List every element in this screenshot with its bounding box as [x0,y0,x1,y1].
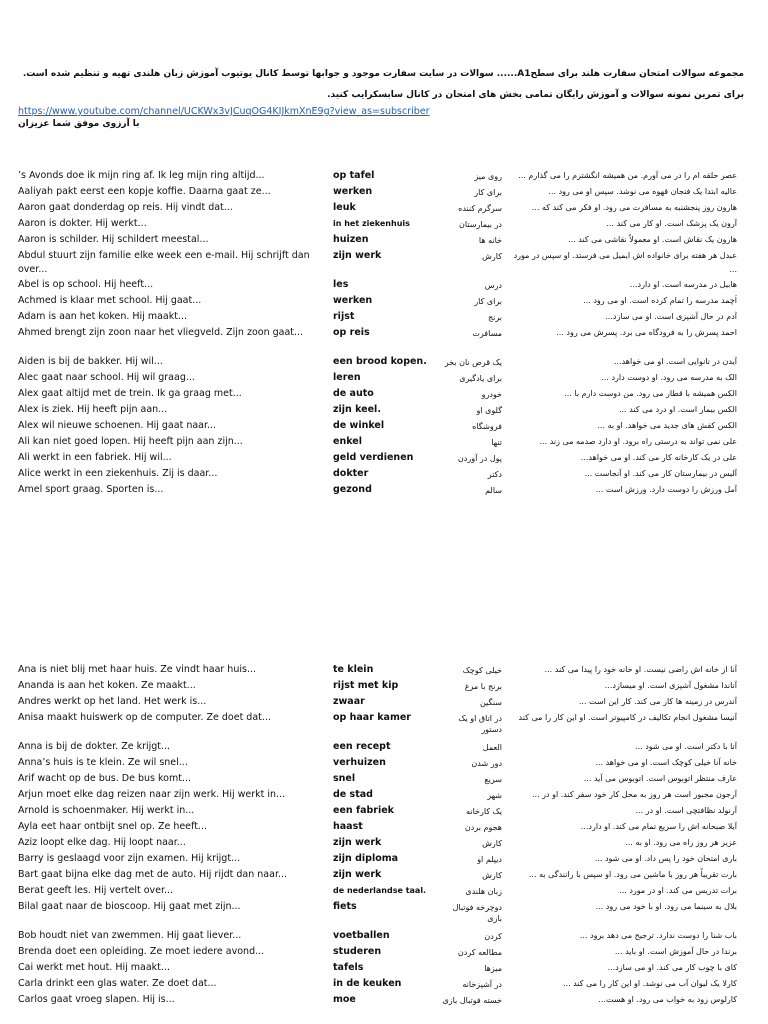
dutch-sentence: Alex is ziek. Hij heeft pijn aan... [18,404,168,415]
answer-word: moe [333,994,356,1005]
dutch-sentence: Carlos gaat vroeg slapen. Hij is... [18,994,175,1005]
dutch-sentence: Arjun moet elke dag reizen naar zijn werk. Hij werkt in... [18,789,286,800]
dutch-sentence: Brenda doet een opleiding. Ze moet iedere avond... [18,946,265,957]
dutch-sentence: Ali werkt in een fabriek. Hij wil... [18,452,172,463]
question-row [0,168,768,184]
persian-answer: برای کار [474,188,502,197]
answer-word: fiets [333,901,357,912]
question-row [0,325,768,354]
answer-word: geld verdienen [333,452,414,463]
answer-word: leren [333,372,361,383]
persian-translation: اَچمد مدرسه را تمام کرده است. او می رود ... [583,296,737,305]
persian-answer: زبان هلندی [465,887,502,896]
dutch-sentence: Bart gaat bijna elke dag met de auto. Hij rijdt dan naar... [18,869,288,880]
persian-translation: بارت تقریباً هر روز با ماشین می رود. او سپس با رانندگی به ... [528,870,737,879]
persian-answer: کارش [482,839,502,848]
dutch-sentence: Alec gaat naar school. Hij wil graag... [18,372,195,383]
answer-word: zijn keel. [333,404,381,415]
persian-answer: العمل [482,743,502,752]
persian-answer: هجوم بردن [464,823,502,832]
question-row [0,694,768,710]
persian-answer: در بیمارستان [459,220,502,229]
persian-translation: احمد پسرش را به فرودگاه می برد. پسرش می رود ... [556,328,737,337]
dutch-sentence: Ana is niet blij met haar huis. Ze vindt haar huis... [18,664,257,675]
dutch-sentence: Barry is geslaagd voor zijn examen. Hij krijgt... [18,853,241,864]
dutch-sentence: Anisa maakt huiswerk op de computer. Ze doet dat... [18,712,271,723]
answer-word: op reis [333,327,370,338]
question-row [0,386,768,402]
dutch-sentence: Aaron is dokter. Hij werkt... [18,218,147,229]
question-row [0,370,768,386]
persian-translation: هابیل در مدرسه است. او دارد... [629,280,737,289]
answer-word: leuk [333,202,356,213]
dutch-sentence: Amel sport graag. Sporten is... [18,484,164,495]
persian-translation: آلیس در بیمارستان کار می کند. او آنجاست ... [584,469,737,478]
question-row [0,787,768,803]
answer-word: een recept [333,741,391,752]
persian-translation: خانه آنا خیلی کوچک است. او می خواهد ... [595,758,737,767]
question-row [0,402,768,418]
dutch-sentence: ’s Avonds doe ik mijn ring af. Ik leg mijn ring altijd... [18,170,265,181]
question-row [0,309,768,325]
question-row [0,960,768,976]
question-row [0,450,768,466]
question-row [0,662,768,678]
question-row [0,771,768,787]
question-row [0,354,768,370]
answer-word: zijn werk [333,837,382,848]
persian-translation: بلال به سینما می رود. او با خود می رود ... [595,902,737,911]
persian-translation: آیدن در نانوایی است. او می خواهد... [613,357,737,366]
persian-translation: عزیز هر روز راه می رود. او به ... [625,838,737,847]
dutch-sentence: Aiden is bij de bakker. Hij wil... [18,356,163,367]
persian-answer: برنج [487,313,502,322]
answer-word: een brood kopen. [333,356,427,367]
persian-translation: کای با چوب کار می کند. او می سازد... [607,963,737,972]
persian-answer: فروشگاه [472,422,502,431]
dutch-sentence: Andres werkt op het land. Het werk is... [18,696,207,707]
question-row [0,678,768,694]
persian-answer: برنج با مرغ [464,682,502,691]
persian-answer: کردن [484,932,502,941]
persian-answer: سالم [485,486,502,495]
persian-answer: مطالعه کردن [457,948,502,957]
persian-answer: برای یادگیری [459,374,502,383]
question-row [0,200,768,216]
persian-translation: باب شنا را دوست ندارد. ترجیح می دهد برود ... [579,931,737,940]
persian-answer: شهر [487,791,502,800]
persian-translation: هارون روز پنجشنبه به مسافرت می رود. او فکر می کند که ... [531,203,737,212]
answer-word: in het ziekenhuis [333,219,410,228]
persian-answer: تنها [491,438,502,447]
dutch-sentence: Arif wacht op de bus. De bus komt... [18,773,191,784]
question-row [0,232,768,248]
persian-translation: آنیسا مشغول انجام تکالیف در کامپیوتر است. او این کار را می کند [518,713,737,722]
persian-answer: خسته فوتبال بازی [442,996,502,1005]
answer-word: rijst [333,311,355,322]
answer-word: de auto [333,388,374,399]
answer-word: werken [333,186,373,197]
dutch-sentence: Anna’s huis is te klein. Ze wil snel... [18,757,188,768]
dutch-sentence: Ahmed brengt zijn zoon naar het vliegveld. Zijn zoon gaat... [18,327,304,338]
answer-word: zijn werk [333,869,382,880]
dutch-sentence: Bob houdt niet van zwemmen. Hij gaat liever... [18,930,242,941]
answer-word: de winkel [333,420,385,431]
persian-translation: آندرس در زمینه ها کار می کند. کار این است ... [578,697,737,706]
persian-translation: باری امتحان خود را پس داد. او می شود ... [594,854,737,863]
answer-word: op haar kamer [333,712,411,723]
answer-word: les [333,279,349,290]
question-row [0,184,768,200]
question-row [0,248,768,277]
answer-word: gezond [333,484,372,495]
persian-translation: کارلوس زود به خواب می رود. او هست... [598,995,737,1004]
persian-translation: الکس کفش های جدید می خواهد. او به ... [597,421,737,430]
dutch-sentence: Bilal gaat naar de bioscoop. Hij gaat met zijn... [18,901,241,912]
question-row [0,293,768,309]
persian-translation: عصر حلقه ام را در می آورم. من همیشه انگشترم را می گذارم ... [518,171,737,180]
persian-answer: گلوی او [476,406,502,415]
answer-word: dokter [333,468,369,479]
persian-answer: خودرو [481,390,502,399]
dutch-sentence: Berat geeft les. Hij vertelt over... [18,885,174,896]
dutch-sentence: Cai werkt met hout. Hij maakt... [18,962,170,973]
persian-answer: یک قرص نان بخر [444,358,502,367]
persian-answer: سنگین [479,698,502,707]
answer-word: studeren [333,946,382,957]
persian-translation: عبدل هر هفته برای خانواده اش ایمیل می فرستد. او سپس در مورد ... [513,251,737,274]
persian-answer: یک کارخانه [466,807,502,816]
dutch-sentence: Aaron gaat donderdag op reis. Hij vindt dat... [18,202,233,213]
persian-answer: در اتاق او یک دستور [458,714,502,734]
persian-translation: برندا در حال آموزش است. او باید ... [614,947,737,956]
dutch-sentence: Aaron is schilder. Hij schildert meestal... [18,234,209,245]
answer-word: snel [333,773,356,784]
persian-answer: دوچرخه فوتبال بازی [452,903,502,923]
persian-translation: آرنولد نظافتچی است. او در ... [635,806,737,815]
persian-translation: عارف منتظر اتوبوس است. اتوبوس می آید ... [583,774,737,783]
question-row [0,851,768,867]
persian-answer: پول در آوردن [457,454,502,463]
question-row [0,434,768,450]
persian-answer: روی میز [474,172,502,181]
dutch-sentence: Ananda is aan het koken. Ze maakt... [18,680,196,691]
persian-translation: آنا از خانه اش راضی نیست. او خانه خود را پیدا می کند ... [544,665,737,674]
persian-translation: علی در یک کارخانه کار می کند. او می خواهد... [580,453,737,462]
answer-word: verhuizen [333,757,386,768]
dutch-sentence: Alex wil nieuwe schoenen. Hij gaat naar... [18,420,217,431]
question-row [0,216,768,232]
persian-answer: سریع [484,775,502,784]
dutch-sentence: Ali kan niet goed lopen. Hij heeft pijn aan zijn... [18,436,243,447]
question-row [0,883,768,899]
question-row [0,803,768,819]
answer-word: zwaar [333,696,365,707]
persian-translation: آرجون مجبور است هر روز به محل کار خود سفر کند. او در ... [531,790,737,799]
answer-word: zijn werk [333,250,382,261]
answer-word: voetballen [333,930,390,941]
question-block-2 [0,662,768,1021]
question-row [0,835,768,851]
persian-translation: عالیه ابتدا یک فنجان قهوه می نوشد. سپس او می رود ... [548,187,737,196]
persian-answer: مسافرت [472,329,502,338]
answer-word: zijn diploma [333,853,399,864]
dutch-sentence: Adam is aan het koken. Hij maakt... [18,311,188,322]
persian-translation: کارلا یک لیوان آب می نوشد. او این کار را می کند ... [563,979,737,988]
answer-word: huizen [333,234,369,245]
persian-answer: دیپلم او [477,855,502,864]
question-row [0,819,768,835]
question-row [0,710,768,739]
answer-word: een fabriek [333,805,395,816]
question-row [0,867,768,883]
persian-translation: الک به مدرسه می رود. او دوست دارد ... [601,373,737,382]
answer-word: de stad [333,789,373,800]
persian-translation: هارون یک نقاش است. او معمولاً نقاشی می کند ... [568,235,737,244]
persian-translation: علی نمی تواند به درستی راه برود. او دارد صدمه می زند ... [539,437,737,446]
dutch-sentence: Abdul stuurt zijn familie elke week een e-mail. Hij schrijft dan over... [18,250,310,275]
dutch-sentence: Anna is bij de dokter. Ze krijgt... [18,741,171,752]
question-row [0,466,768,482]
persian-answer: برای کار [474,297,502,306]
dutch-sentence: Abel is op school. Hij heeft... [18,279,154,290]
persian-translation: الکس همیشه با قطار می رود. من دوست دارم با ... [564,389,737,398]
answer-word: enkel [333,436,362,447]
persian-answer: سرگرم کننده [458,204,502,213]
intro-line-1: مجموعه سوالات امتحان سفارت هلند برای سطحA1...... سوالات در سایت سفارت موجود و جوابها توسط کانال یوتیوب آموزش زبان هلندی تهیه و تنظیم شده است. [22,69,744,79]
persian-translation: آیلا صبحانه اش را سریع تمام می کند. او دارد... [580,822,737,831]
dutch-sentence: Aziz loopt elke dag. Hij loopt naar... [18,837,186,848]
answer-word: tafels [333,962,364,973]
dutch-sentence: Alice werkt in een ziekenhuis. Zij is daar... [18,468,218,479]
dutch-sentence: Arnold is schoenmaker. Hij werkt in... [18,805,195,816]
answer-word: in de keuken [333,978,402,989]
persian-translation: آرون یک پزشک است. او کار می کند ... [606,219,737,228]
persian-translation: برات تدریس می کند. او در مورد ... [619,886,737,895]
persian-answer: خانه ها [478,236,502,245]
persian-answer: خیلی کوچک [462,666,502,675]
persian-translation: آمل ورزش را دوست دارد. ورزش است ... [595,485,737,494]
question-row [0,944,768,960]
dutch-sentence: Aaliyah pakt eerst een kopje koffie. Daarna gaat ze... [18,186,271,197]
youtube-channel-link[interactable]: https://www.youtube.com/channel/UCKWx3vJCuqOG4KIJkmXnE9g?view_as=subscriber [18,106,430,117]
intro-line-2: برای تمرین نمونه سوالات و آموزش رایگان تمامی بخش های امتحان در کانال سابسکرایب کنید. [327,90,744,100]
dutch-sentence: Achmed is klaar met school. Hij gaat... [18,295,202,306]
document-header [18,68,744,129]
dutch-sentence: Ayla eet haar ontbijt snel op. Ze heeft... [18,821,207,832]
persian-answer: دور شدن [471,759,502,768]
persian-answer: دکتر [487,470,502,479]
persian-answer: در آشپزخانه [462,980,502,989]
good-luck-line: با آرزوی موفق شما عزیزان [18,119,140,129]
answer-word: de nederlandse taal. [333,886,427,895]
question-row [0,928,768,944]
question-row [0,755,768,771]
persian-translation: آدم در حال آشپزی است. او می سازد... [605,312,737,321]
answer-word: haast [333,821,363,832]
persian-translation: آناندا مشغول آشپزی است. او میسازد... [604,681,737,690]
persian-answer: درس [484,281,502,290]
persian-answer: کارش [482,252,502,261]
question-row [0,739,768,755]
persian-answer: کارش [482,871,502,880]
persian-translation: الکس بیمار است. او درد می کند ... [618,405,737,414]
answer-word: rijst met kip [333,680,399,691]
question-row [0,482,768,498]
question-row [0,992,768,1021]
dutch-sentence: Carla drinkt een glas water. Ze doet dat... [18,978,217,989]
answer-word: te klein [333,664,374,675]
dutch-sentence: Alex gaat altijd met de trein. Ik ga graag met... [18,388,242,399]
persian-answer: میزها [484,964,502,973]
question-row [0,899,768,928]
answer-word: werken [333,295,373,306]
persian-translation: آنا با دکتر است. او می شود ... [635,742,737,751]
question-row [0,418,768,434]
question-row [0,976,768,992]
question-block-1 [0,168,768,498]
question-row [0,277,768,293]
answer-word: op tafel [333,170,375,181]
